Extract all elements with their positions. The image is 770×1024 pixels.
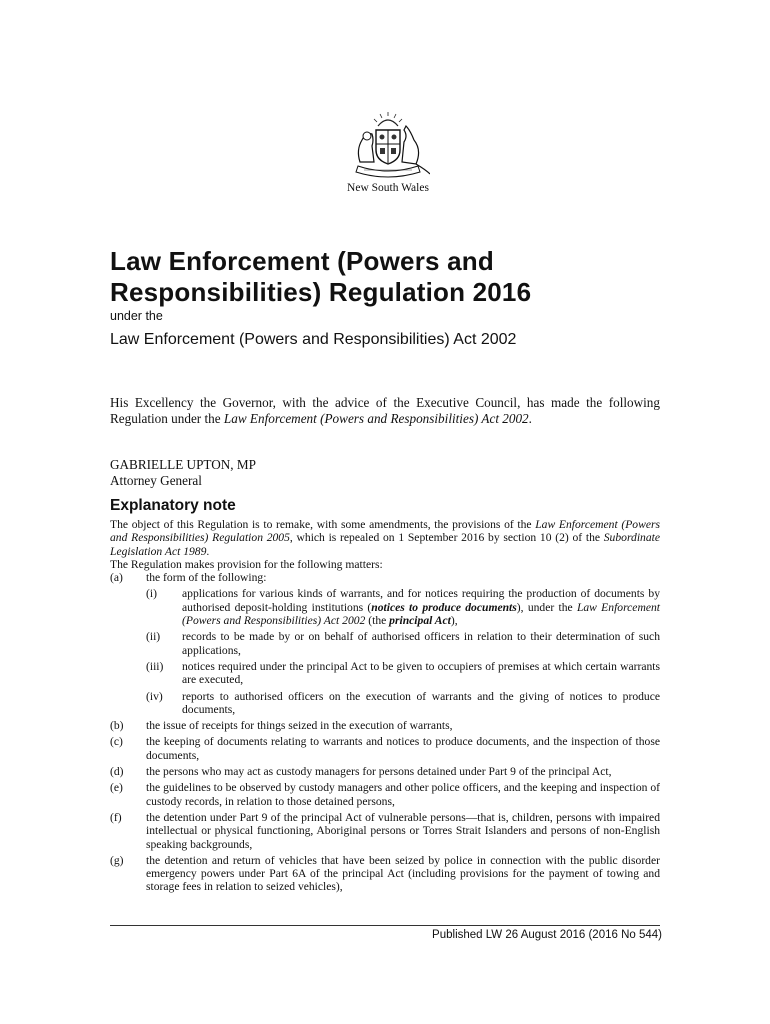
explanatory-note-body [110,518,660,897]
sub-item-text: applications for various kinds of warrants, and for notices requiring the production of documents by authorised deposit-holding institutions (notices to produce documents), under the Law Enforcement (Powers and Responsibilities) Act 2002 (the principal Act), [182,587,660,628]
signer-block [110,457,256,489]
list-item-c [110,735,660,762]
list-item-text: the guidelines to be observed by custody managers and other police officers, and the keeping and inspection of custody records, in relation to those detained persons, [146,781,660,808]
sub-item-i [146,587,660,627]
list-item-text: the persons who may act as custody managers for persons detained under Part 9 of the principal Act, [146,765,612,779]
sub-item-label: (iv) [146,689,163,703]
list-item-label: (e) [110,781,123,795]
list-item-label: (d) [110,765,124,779]
sub-item-ii [146,630,660,657]
recital-end: . [528,411,532,426]
sub-item-label: (i) [146,587,157,601]
publication-footer: Published LW 26 August 2016 (2016 No 544) [432,929,662,941]
explanatory-note-heading: Explanatory note [110,497,236,514]
list-item-text: the issue of receipts for things seized in the execution of warrants, [146,719,453,733]
regulation-title [110,246,670,308]
sub-item-label: (ii) [146,630,161,644]
list-item-label: (g) [110,853,124,867]
list-item-text: the keeping of documents relating to warrants and notices to produce documents, and the inspection of those documents, [146,735,660,762]
list-item-text: the detention and return of vehicles that have been seized by police in connection with the public disorder emergency powers under Part 6A of the principal Act (including provisions for the payment of towing and storage fees in relation to seized vehicles), [146,853,660,894]
list-item-label: (f) [110,810,122,824]
list-item-label: (a) [110,571,123,585]
list-item-text: the form of the following: [146,571,267,585]
list-item-a [110,571,660,584]
footer-divider [110,925,660,926]
sub-item-iii [146,660,660,687]
recital-act-italic: Law Enforcement (Powers and Responsibilities) Act 2002 [223,411,529,426]
list-item-label: (c) [110,735,123,749]
sub-item-text: reports to authorised officers on the execution of warrants and the giving of notices to produce documents, [182,689,660,716]
sub-item-text: records to be made by or on behalf of authorised officers in relation to their determination of such applications, [182,630,660,657]
explanatory-paragraph-1: The object of this Regulation is to remake, with some amendments, the provisions of the Law Enforcement (Powers and Responsibilities) Regulation 2005, which is repealed on 1 September 2016 by section 10 (2) of the Subordinate Legislation Act 1989. [110,518,660,558]
jurisdiction-label: New South Wales [347,182,429,194]
title-line-1: Law Enforcement (Powers and [110,246,494,276]
title-line-2: Responsibilities) Regulation 2016 [110,277,532,307]
under-label: under the [110,309,163,323]
explanatory-paragraph-2: The Regulation makes provision for the following matters: [110,557,383,571]
recital-text: His Excellency the Governor, with the advice of the Executive Council, has made the following Regulation under the [110,395,660,426]
list-item-label: (b) [110,719,124,733]
list-item-f [110,811,660,851]
list-item-e [110,781,660,808]
sub-item-iv [146,690,660,717]
list-item-g [110,854,660,894]
list-item-d [110,765,660,778]
signer-name: GABRIELLE UPTON, MP [110,457,256,472]
recital-paragraph [110,395,660,427]
sublist-a [146,587,660,716]
sub-item-label: (iii) [146,659,164,673]
principal-act-name: Law Enforcement (Powers and Responsibilities) Act 2002 [110,331,517,348]
sub-item-text: notices required under the principal Act to be given to occupiers of premises at which certain warrants are executed, [182,659,660,687]
signer-role: Attorney General [110,473,202,488]
list-item-b [110,719,660,732]
list-item-text: the detention under Part 9 of the principal Act of vulnerable persons—that is, children, persons with impaired intellectual or physical functioning, Aboriginal persons or Torres Strait Islanders and persons of non-English speaking backgrounds, [146,810,660,851]
nsw-coat-of-arms-icon [346,112,430,178]
